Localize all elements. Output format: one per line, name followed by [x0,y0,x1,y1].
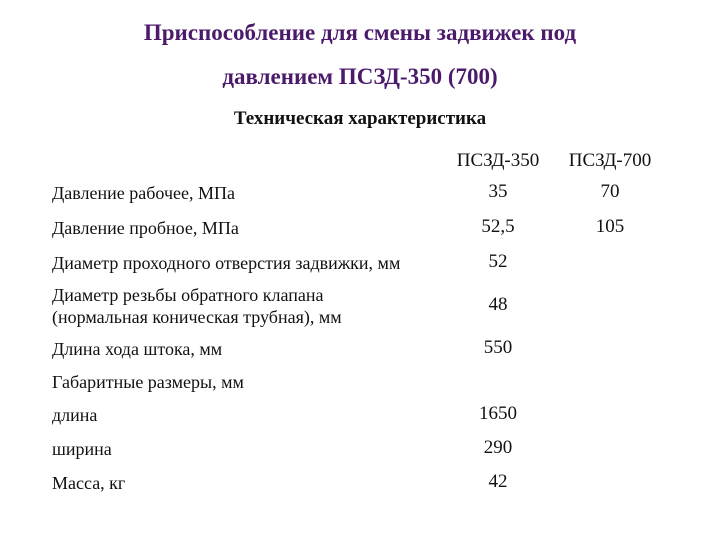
row-value-pszd-350: 42 [488,471,508,492]
column-header-pszd-700: ПСЗД-700 [568,150,652,171]
row-value-pszd-350: 48 [488,294,508,315]
column-header-pszd-350: ПСЗД-350 [456,150,540,171]
row-value-pszd-350: 290 [483,437,513,458]
row-label-valve-thread-diameter-line-2: (нормальная коническая трубная), мм [52,307,342,327]
row-value-pszd-350: 52,5 [481,216,515,237]
row-label-length: длина [52,405,98,425]
page-title-line-1: Приспособление для смены задвижек под [143,20,577,45]
row-value-pszd-350: 550 [483,337,513,358]
row-value-pszd-350: 35 [488,181,508,202]
row-value-pszd-350: 52 [488,251,508,272]
row-label-bore-diameter: Диаметр проходного отверстия задвижки, мм [52,253,401,273]
row-value-pszd-350: 1650 [479,403,517,424]
row-label-width: ширина [52,439,112,459]
row-label-rod-stroke: Длина хода штока, мм [52,339,223,359]
row-label-valve-thread-diameter: Диаметр резьбы обратного клапана [52,285,324,305]
row-value-pszd-700: 105 [595,216,625,237]
row-label-mass: Масса, кг [52,473,126,493]
row-label-test-pressure: Давление пробное, МПа [52,218,239,238]
row-label-overall-dimensions: Габаритные размеры, мм [52,372,244,392]
row-value-pszd-700: 70 [600,181,620,202]
page-title-line-2: давлением ПСЗД-350 (700) [222,64,498,89]
section-subtitle: Техническая характеристика [233,108,487,129]
row-label-working-pressure: Давление рабочее, МПа [52,183,235,203]
